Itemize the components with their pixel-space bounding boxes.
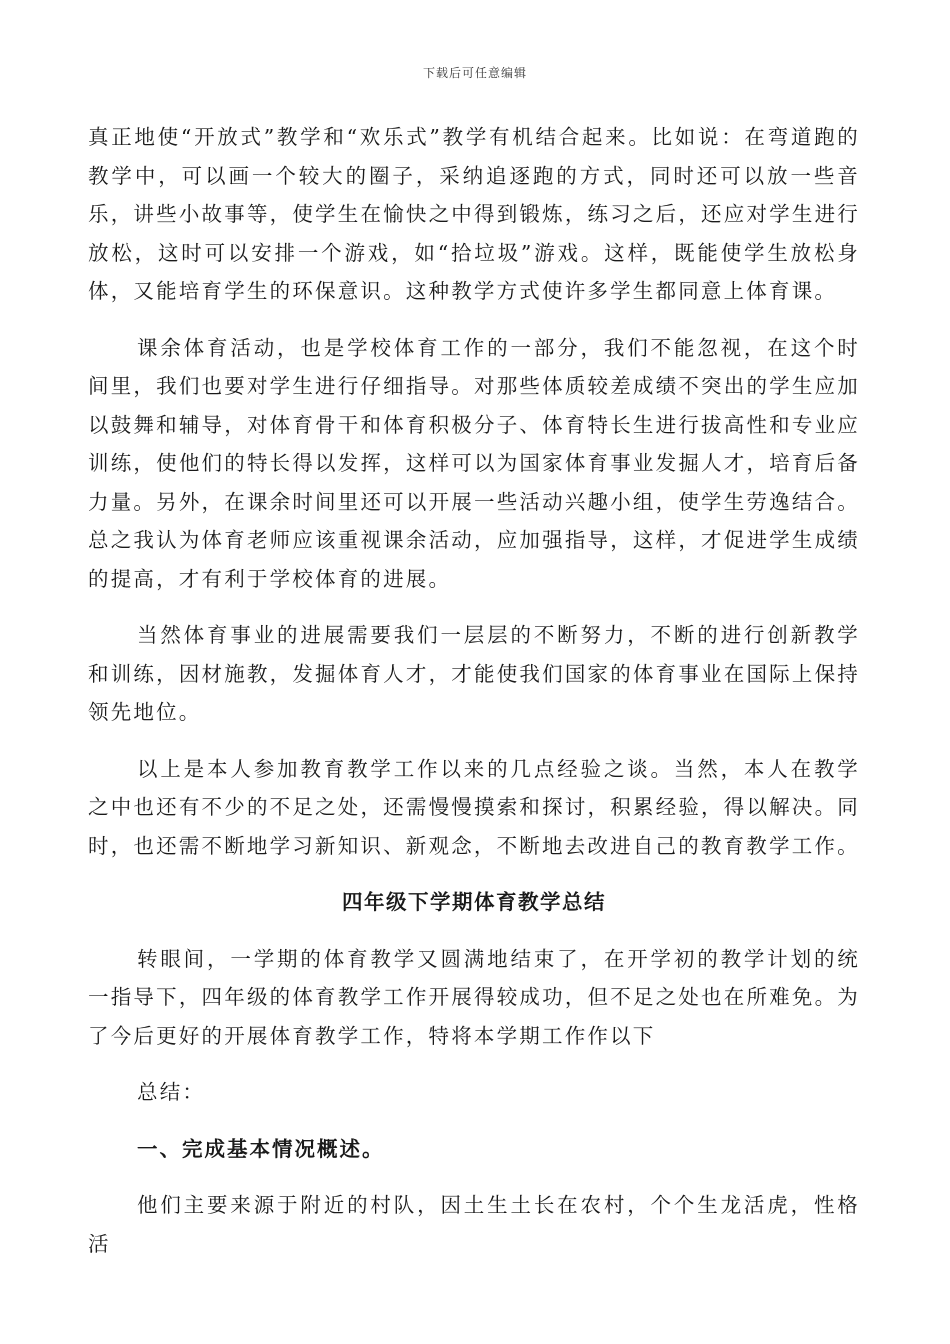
paragraph-2: 课余体育活动，也是学校体育工作的一部分，我们不能忽视，在这个时间里，我们也要对学生进行仔细指导。对那些体质较差成绩不突出的学生应加以鼓舞和辅导，对体育骨干和体育积极分子、体育特长生进行拔高性和专业应训练，使他们的特长得以发挥，这样可以为国家体育事业发掘人才，培育后备力量。另外，在课余时间里还可以开展一些活动兴趣小组，使学生劳逸结合。总之我认为体育老师应该重视课余活动，应加强指导，这样，才促进学生成绩的提高，才有利于学校体育的进展。 <box>88 335 860 591</box>
paragraph-6: 总结： <box>137 1080 206 1104</box>
subheading-1: 一、完成基本情况概述。 <box>137 1136 385 1161</box>
section-title: 四年级下学期体育教学总结 <box>342 890 606 914</box>
document-body <box>88 118 860 1263</box>
paragraph-7: 他们主要来源于附近的村队，因土生土长在农村，个个生龙活虎，性格活 <box>88 1193 860 1256</box>
paragraph-1: 真正地使“开放式”教学和“欢乐式”教学有机结合起来。比如说：在弯道跑的教学中，可以画一个较大的圈子，采纳追逐跑的方式，同时还可以放一些音乐，讲些小故事等，使学生在愉快之中得到锻炼，练习之后，还应对学生进行放松，这时可以安排一个游戏，如“拾垃圾”游戏。这样，既能使学生放松身体，又能培育学生的环保意识。这种教学方式使许多学生都同意上体育课。 <box>88 125 860 303</box>
paragraph-5: 转眼间，一学期的体育教学又圆满地结束了，在开学初的教学计划的统一指导下，四年级的体育教学工作开展得较成功，但不足之处也在所难免。为了今后更好的开展体育教学工作，特将本学期工作作以下 <box>88 946 860 1048</box>
paragraph-3: 当然体育事业的进展需要我们一层层的不断努力，不断的进行创新教学和训练，因材施教，发掘体育人才，才能使我们国家的体育事业在国际上保持领先地位。 <box>88 623 860 724</box>
paragraph-4: 以上是本人参加教育教学工作以来的几点经验之谈。当然，本人在教学之中也还有不少的不足之处，还需慢慢摸索和探讨，积累经验，得以解决。同时，也还需不断地学习新知识、新观念，不断地去改进自己的教育教学工作。 <box>88 756 860 858</box>
page-header-note: 下载后可任意编辑 <box>422 66 527 80</box>
